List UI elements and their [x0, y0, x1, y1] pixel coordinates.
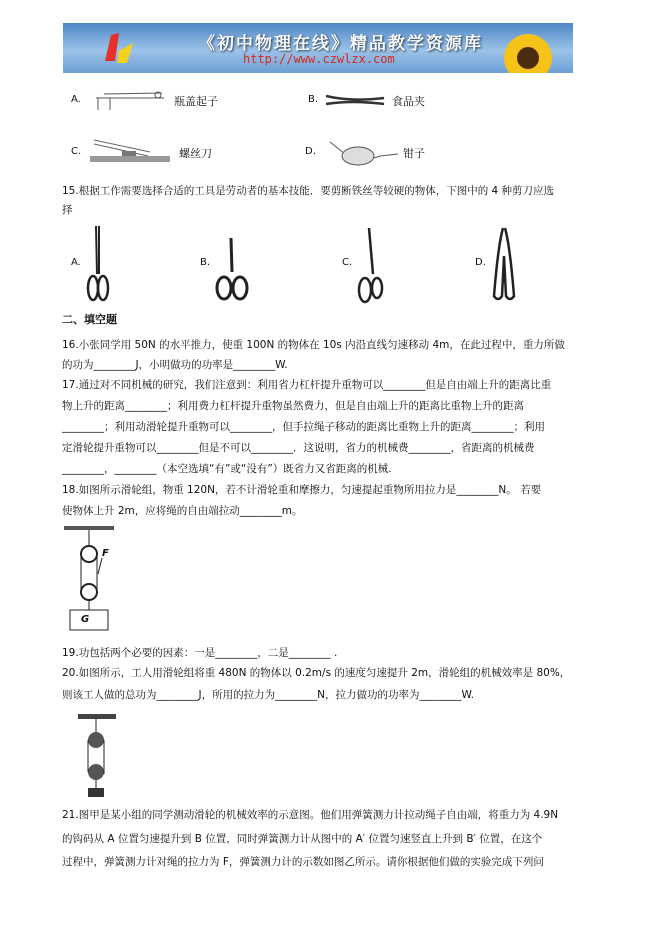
option-d-letter: D.	[305, 146, 316, 157]
weight-label: G	[81, 614, 90, 625]
scissors-b-image	[215, 236, 249, 304]
sunflower-icon	[493, 28, 563, 73]
screwdriver-image	[90, 136, 172, 166]
q19-line: 19.功包括两个必要的因素：一是________，二是________ .	[62, 647, 338, 659]
scissors-a-image	[86, 224, 110, 304]
option-b-letter: B.	[308, 94, 319, 105]
force-label: F	[102, 548, 109, 559]
q17-line: ________；利用动滑轮提升重物可以________，但手拉绳子移动的距离比重物上升的距离________；利用	[62, 421, 545, 433]
option-d-label: 钳子	[403, 147, 425, 160]
q18-line: 使物体上升 2m，应将绳的自由端拉动________m。	[62, 505, 303, 517]
q17-line: 物上升的距离________；利用费力杠杆提升重物虽然费力，但是自由端上升的距离比重物上升的距离	[62, 400, 524, 412]
q15-option-d: D.	[475, 257, 486, 268]
option-a-label: 瓶盖起子	[174, 95, 218, 108]
q15-option-c: C.	[342, 257, 353, 268]
q16-line: 16.小张同学用 50N 的水平推力，使重 100N 的物体在 10s 内沿直线匀速移动 4m，在此过程中，重力所做	[62, 339, 565, 351]
option-c-letter: C.	[71, 146, 82, 157]
scissors-c-image	[355, 226, 385, 306]
pliers-hand-image	[320, 134, 400, 168]
food-tongs-image	[322, 90, 387, 110]
q21-line: 21.图甲是某小组的同学测动滑轮的机械效率的示意图。他们用弹簧测力计拉动绳子自由端，将重力为 4.9N	[62, 809, 559, 821]
q15-line: 择	[62, 204, 73, 216]
section-title: 二、填空题	[62, 313, 117, 326]
q15-option-b: B.	[200, 257, 211, 268]
banner-url: http://www.czwlzx.com	[243, 52, 395, 66]
q16-line: 的功为________J，小明做功的功率是________W.	[62, 359, 288, 371]
q15-line: 15.根据工作需要选择合适的工具是劳动者的基本技能．要剪断铁丝等较硬的物体，下图中的 4 种剪刀应选	[62, 185, 555, 197]
q17-line: 17.通过对不同机械的研究，我们注意到：利用省力杠杆提升重物可以________但是自由端上升的距离比重	[62, 379, 552, 391]
q21-line: 的钩码从 A 位置匀速提升到 B 位置，同时弹簧测力计从图中的 A′ 位置匀速竖直上升到 B′ 位置，在这个	[62, 833, 543, 845]
q20-line: 则该工人做的总功为________J，所用的拉力为________N，拉力做功的功率为________W.	[62, 689, 474, 701]
option-c-label: 螺丝刀	[179, 147, 212, 160]
scissors-d-image	[490, 226, 520, 304]
q18-line: 18.如图所示滑轮组，物重 120N，若不计滑轮重和摩擦力，匀速提起重物所用拉力是________N。 若要	[62, 484, 542, 496]
q20-line: 20.如图所示，工人用滑轮组将重 480N 的物体以 0.2m/s 的速度匀速提升 2m，滑轮组的机械效率是 80%，	[62, 667, 571, 679]
q17-line: 定滑轮提升重物可以________但是不可以________．这说明，省力的机械费________，省距离的机械费	[62, 442, 535, 454]
option-a-letter: A.	[71, 94, 81, 105]
q17-line: ________，________（本空选填“有”或“没有”）既省力又省距离的机械.	[62, 463, 392, 475]
bottle-opener-image	[92, 88, 167, 113]
q15-option-a: A.	[71, 257, 81, 268]
option-b-label: 食品夹	[392, 95, 425, 108]
banner-title: 《初中物理在线》精品教学资源库	[198, 34, 483, 54]
pulley-diagram-q20	[78, 714, 118, 800]
q21-line: 过程中，弹簧测力计对绳的拉力为 F，弹簧测力计的示数如图乙所示。请你根据他们做的实验完成下列问	[62, 856, 544, 868]
pulley-diagram-q18	[62, 524, 122, 634]
logo-icon	[101, 31, 141, 67]
site-banner	[63, 23, 573, 73]
